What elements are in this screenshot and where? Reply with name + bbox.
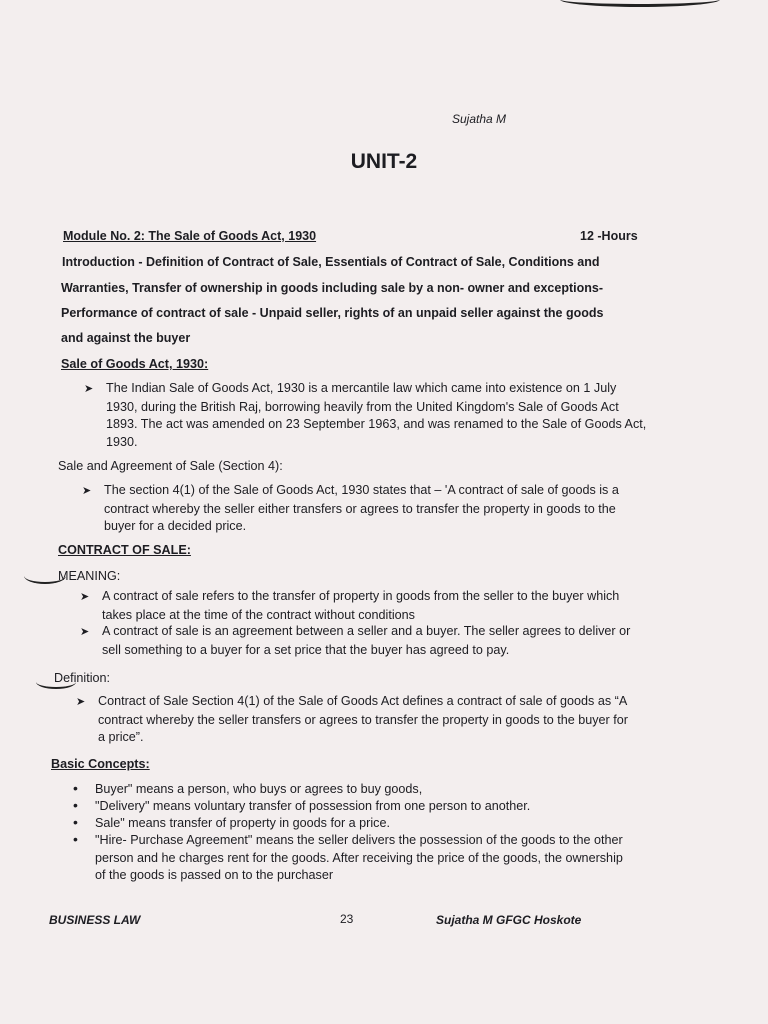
dot-bullet-icon: • — [73, 780, 78, 796]
list-item-text: Buyer" means a person, who buys or agrees to buy goods, — [95, 782, 423, 796]
section-heading-definition: Definition: — [54, 671, 111, 685]
dot-bullet-icon: • — [73, 814, 78, 830]
module-hours: 12 -Hours — [580, 229, 638, 243]
list-item-text: Contract of Sale Section 4(1) of the Sale of Goods Act defines a contract of sale of goods as “A — [98, 694, 628, 708]
dot-bullet-icon: • — [73, 797, 78, 813]
list-item — [73, 815, 390, 833]
pen-mark-top — [560, 0, 720, 7]
arrowhead-bullet-icon: ➤ — [84, 383, 94, 395]
list-item — [80, 588, 619, 624]
list-item — [76, 693, 628, 747]
page-number: 23 — [340, 912, 354, 926]
dot-bullet-icon: • — [73, 831, 78, 847]
arrowhead-bullet-icon: ➤ — [80, 626, 90, 638]
list-item-text: A contract of sale is an agreement between a seller and a buyer. The seller agrees to deliver or — [102, 624, 631, 638]
list-item-text: of the goods is passed on to the purchaser — [95, 868, 334, 882]
syllabus-line: Introduction - Definition of Contract of Sale, Essentials of Contract of Sale, Conditions and — [62, 255, 600, 269]
section-heading-agreement: Sale and Agreement of Sale (Section 4): — [58, 459, 283, 473]
list-item-text: contract whereby the seller either transfers or agrees to transfer the property in goods to the — [104, 501, 616, 516]
list-item-text: 1930, during the British Raj, borrowing heavily from the United Kingdom's Sale of Goods Act — [106, 399, 619, 414]
list-item — [84, 380, 646, 451]
list-item-text: 1930. — [106, 434, 138, 449]
section-heading-meaning: MEANING: — [58, 569, 121, 583]
list-item-text: takes place at the time of the contract without conditions — [102, 607, 415, 622]
arrowhead-bullet-icon: ➤ — [80, 591, 90, 603]
list-item-text: sell something to a buyer for a set price that the buyer has agreed to pay. — [102, 642, 510, 657]
syllabus-line: Warranties, Transfer of ownership in goods including sale by a non- owner and exceptions- — [61, 281, 603, 295]
section-heading-basic-concepts: Basic Concepts: — [51, 757, 150, 771]
footer-course: BUSINESS LAW — [49, 913, 141, 927]
list-item — [73, 798, 530, 816]
list-item-text: "Delivery" means voluntary transfer of possession from one person to another. — [95, 799, 531, 813]
list-item-text: contract whereby the seller transfers or agrees to transfer the property in goods to the buyer for — [98, 712, 628, 727]
syllabus-line: Performance of contract of sale - Unpaid seller, rights of an unpaid seller against the goods — [61, 306, 604, 320]
arrowhead-bullet-icon: ➤ — [76, 696, 86, 708]
list-item-text: "Hire- Purchase Agreement" means the seller delivers the possession of the goods to the other — [95, 833, 623, 847]
list-item — [82, 482, 619, 536]
list-item-text: Sale" means transfer of property in goods for a price. — [95, 816, 390, 830]
list-item-text: A contract of sale refers to the transfer of property in goods from the seller to the buyer which — [102, 589, 620, 603]
section-heading-sale-act: Sale of Goods Act, 1930: — [61, 357, 209, 371]
list-item-text: a price”. — [98, 730, 144, 744]
list-item-text: The Indian Sale of Goods Act, 1930 is a mercantile law which came into existence on 1 July — [106, 381, 617, 395]
list-item-text: 1893. The act was amended on 23 September 1963, and was renamed to the Sale of Goods Act, — [106, 417, 647, 431]
list-item — [73, 832, 623, 885]
list-item-text: The section 4(1) of the Sale of Goods Act, 1930 states that – 'A contract of sale of goods is a — [104, 483, 619, 497]
list-item — [73, 781, 422, 799]
section-heading-contract: CONTRACT OF SALE: — [58, 543, 191, 557]
unit-title: UNIT-2 — [350, 150, 418, 173]
list-item-text: buyer for a decided price. — [104, 519, 247, 533]
module-title: Module No. 2: The Sale of Goods Act, 1930 — [63, 229, 317, 243]
syllabus-line: and against the buyer — [61, 331, 191, 345]
arrowhead-bullet-icon: ➤ — [82, 485, 92, 497]
list-item-text: person and he charges rent for the goods. After receiving the price of the goods, the ownership — [95, 850, 623, 865]
list-item — [80, 623, 630, 659]
footer-author: Sujatha M GFGC Hoskote — [436, 913, 582, 927]
author-header: Sujatha M — [452, 112, 507, 126]
